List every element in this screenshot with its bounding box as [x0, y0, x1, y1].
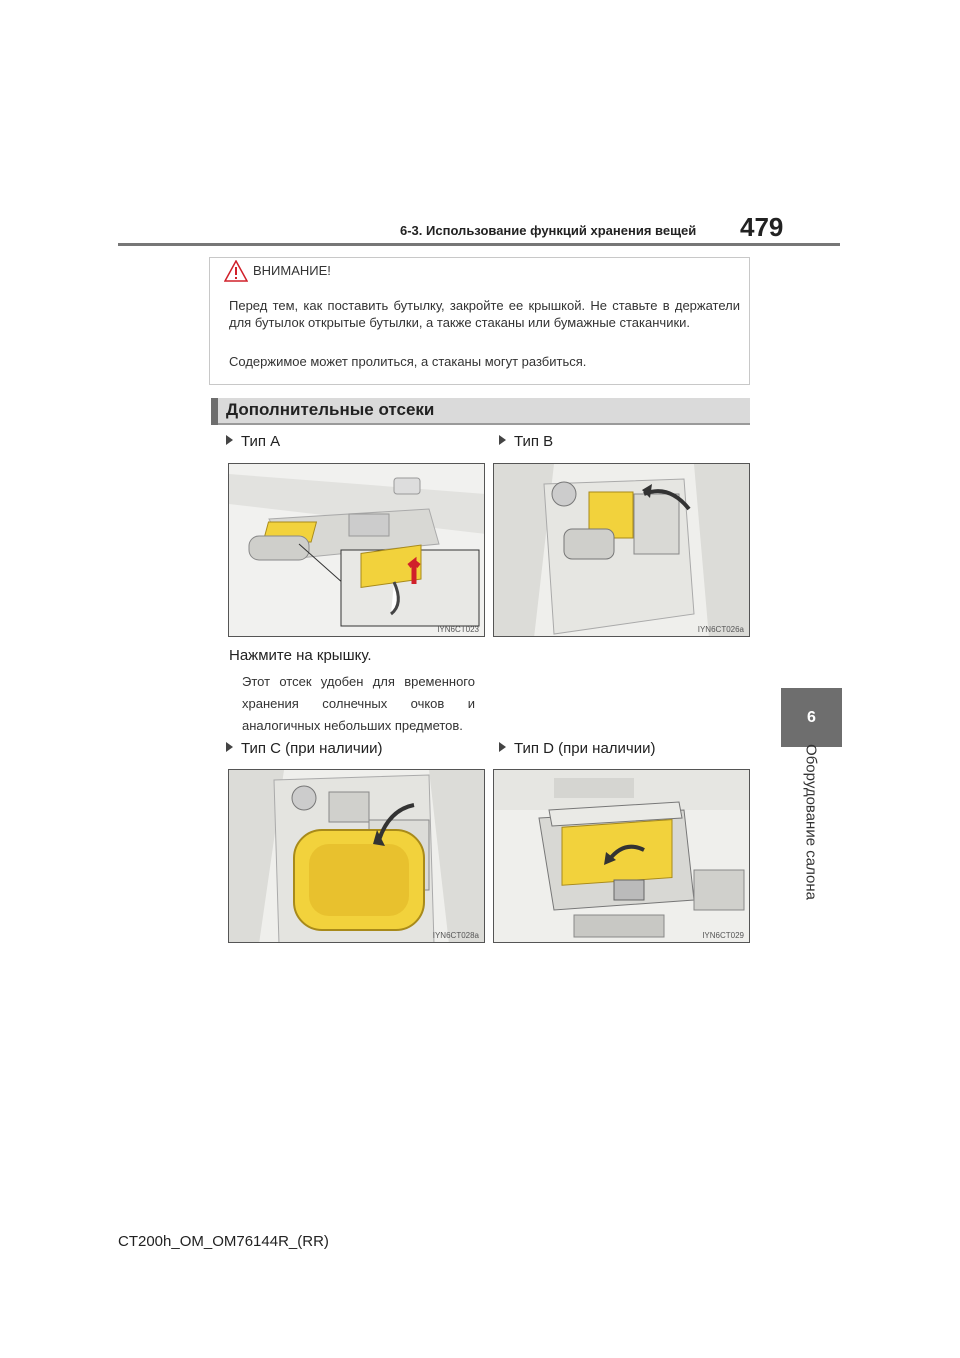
warning-icon [224, 260, 248, 282]
page-number: 479 [740, 212, 784, 242]
section-title: Дополнительные отсеки [226, 400, 435, 419]
bullet-triangle-icon [499, 742, 506, 752]
image-code: IYN6CT029 [702, 931, 744, 940]
image-type-c [228, 769, 485, 943]
image-code: IYN6CT028a [432, 931, 479, 940]
header-rule [118, 243, 840, 246]
image-type-b [493, 463, 750, 637]
type-c-label: Тип C (при наличии) [226, 740, 383, 757]
image-type-d [493, 769, 750, 943]
section-header: 6-3. Использование функций хранения вещей [400, 223, 697, 238]
type-d-label: Тип D (при наличии) [499, 740, 656, 757]
type-a-instruction: Нажмите на крышку. [229, 647, 372, 664]
bullet-triangle-icon [226, 742, 233, 752]
type-b-label: Тип B [499, 433, 553, 450]
warning-consequence: Содержимое может пролиться, а стаканы могут разбиться. [229, 354, 587, 369]
bullet-triangle-icon [499, 435, 506, 445]
type-a-description: Этот отсек удобен для временного хранения солнечных очков и аналогичных небольших предметов. [242, 674, 475, 733]
chapter-title: Оборудование салона [802, 744, 820, 900]
warning-title: ВНИМАНИЕ! [253, 263, 331, 278]
chapter-tab: 6 [781, 688, 842, 747]
image-code: IYN6CT023 [437, 625, 479, 634]
document-code: CT200h_OM_OM76144R_(RR) [118, 1233, 329, 1250]
section-accent [211, 398, 218, 425]
image-code: IYN6CT026a [697, 625, 744, 634]
bullet-triangle-icon [226, 435, 233, 445]
image-type-a [228, 463, 485, 637]
warning-text: Перед тем, как поставить бутылку, закройте ее крышкой. Не ставьте в держатели для бутылок открытые бутылки, а также стаканы или бумажные стаканчики. [229, 298, 740, 330]
chapter-title-tab [781, 744, 842, 900]
type-a-label: Тип A [226, 433, 280, 450]
